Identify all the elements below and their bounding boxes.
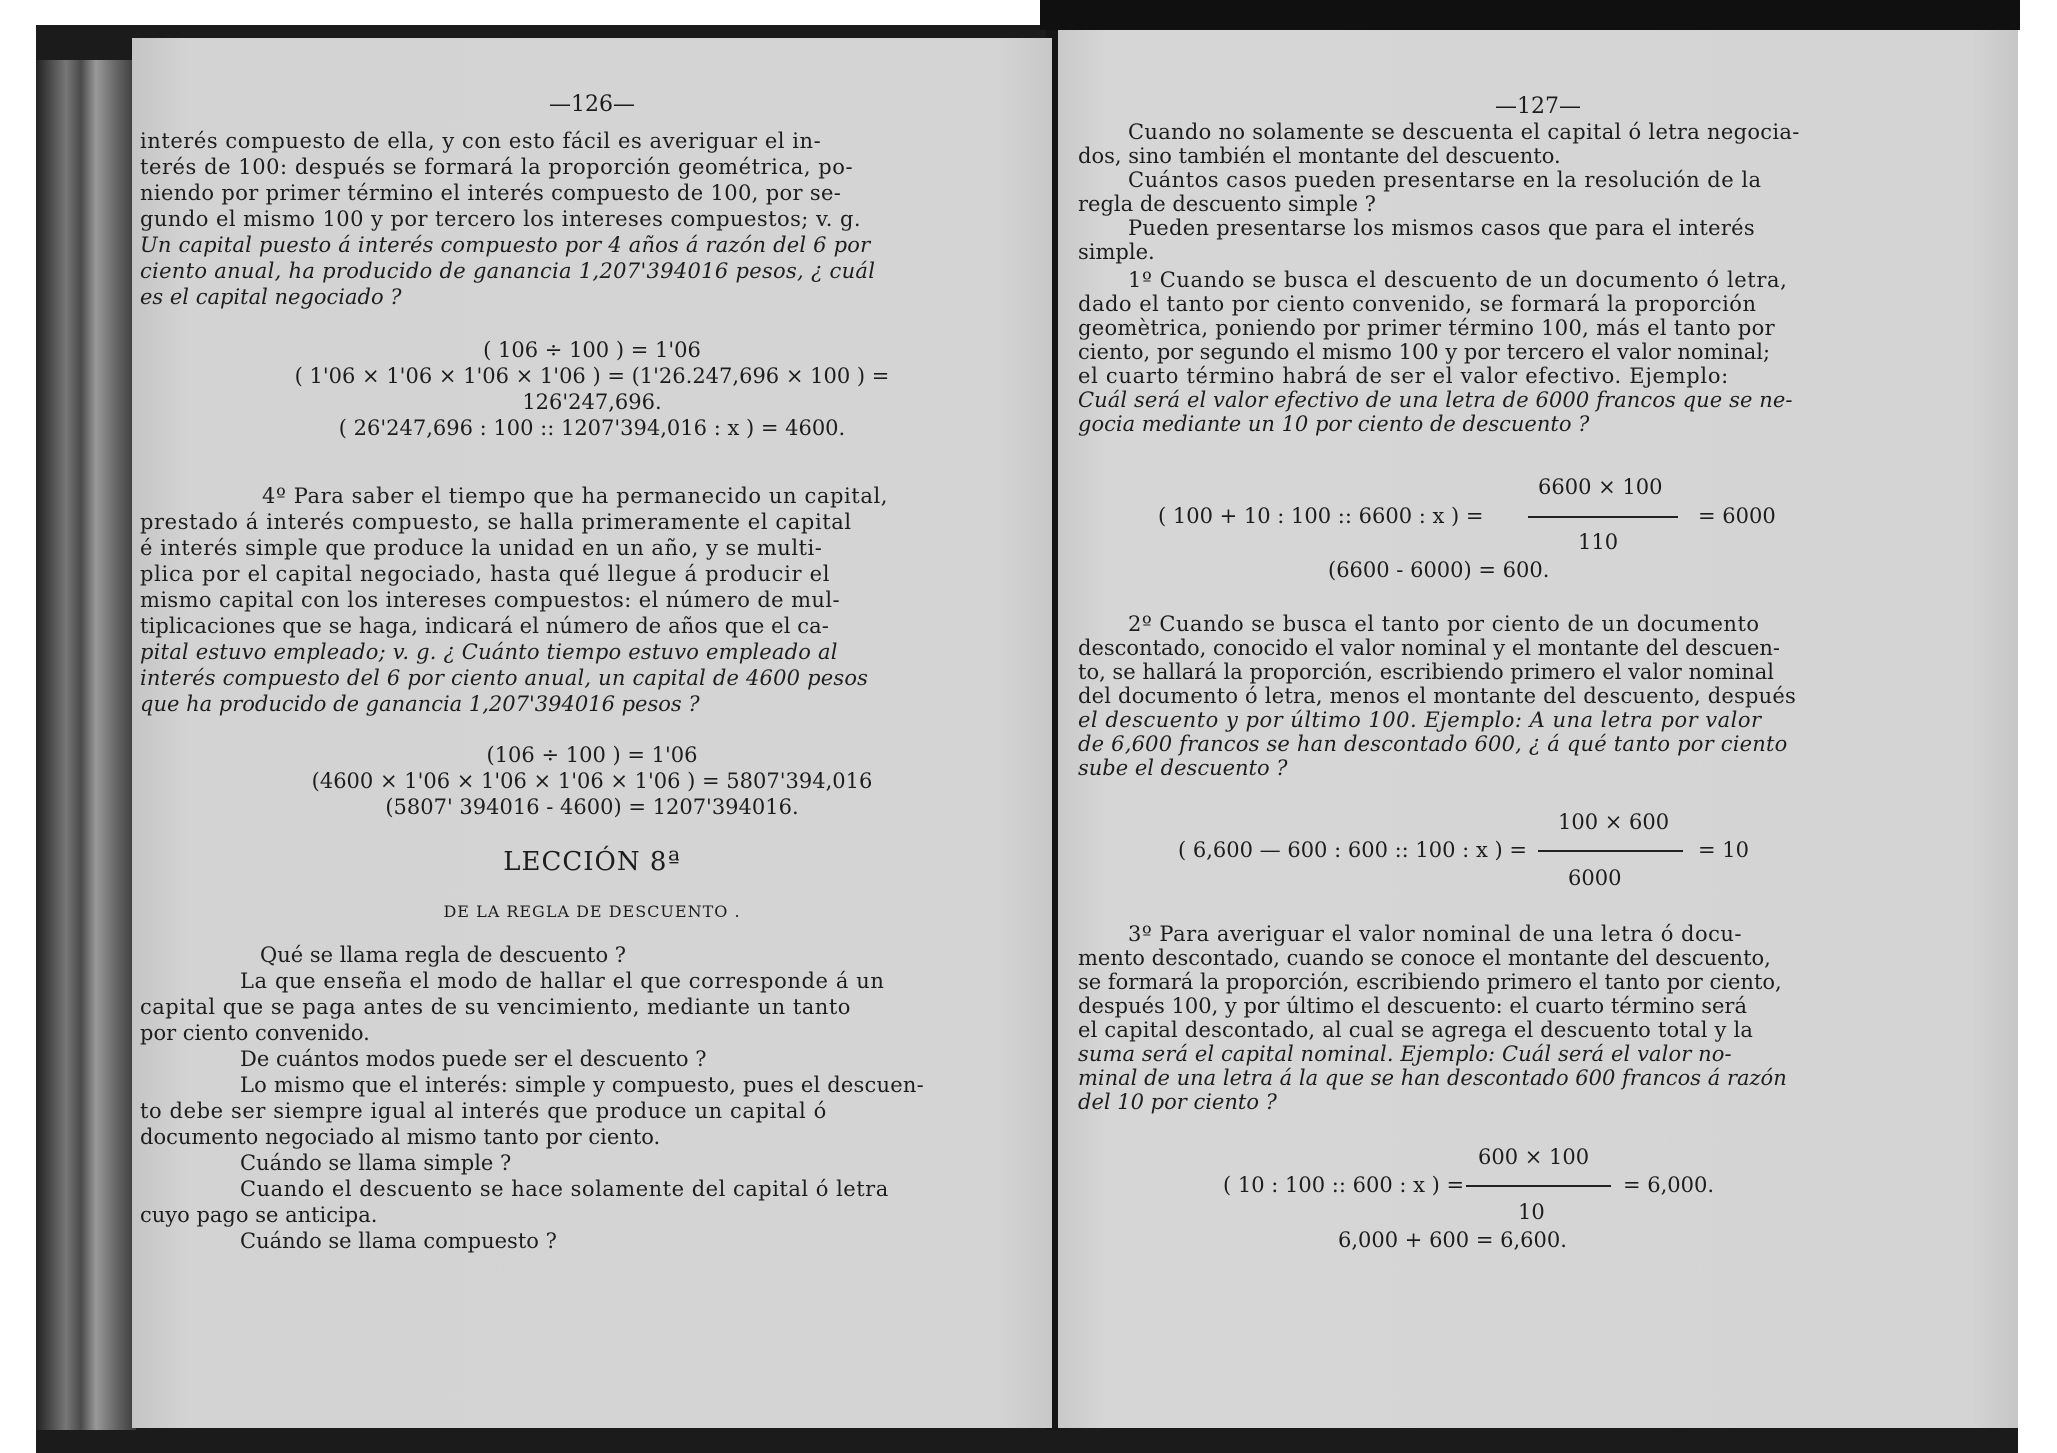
text-line: dado el tanto por ciento convenido, se formará la proporción [1078,292,1757,316]
example-line: Cuál será el valor efectivo de una letra de 6000 francos que se ne- [1078,388,1793,412]
text-line: el descuento y por último 100. Ejemplo: A una letra por valor [1078,708,1762,732]
text-line: to, se hallará la proporción, escribiendo primero el valor nominal [1078,660,1775,684]
text-line: 3º Para averiguar el valor nominal de una letra ó docu- [1128,922,1743,946]
formula-left: ( 100 + 10 : 100 :: 6600 : x ) = [1158,504,1484,528]
text-line: se formará la proporción, escribiendo primero el tanto por ciento, [1078,970,1782,994]
calc-line: ( 106 ÷ 100 ) = 1'06 [483,338,701,362]
example-line: es el capital negociado ? [140,285,402,309]
formula-result: = 6000 [1698,504,1776,528]
formula-result: = 6,000. [1623,1173,1715,1197]
left-page [132,38,1052,1428]
text-line: simple. [1078,240,1155,264]
right-page [1058,30,2018,1428]
page-number: —126— [549,92,635,117]
answer-line: to debe ser siempre igual al interés que produce un capital ó [140,1099,827,1123]
text-line: tiplicaciones que se haga, indicará el número de años que el ca- [140,614,829,638]
text-line: Cuando no solamente se descuenta el capital ó letra negocia- [1128,120,1800,144]
formula-left: ( 10 : 100 :: 600 : x ) = [1223,1173,1465,1197]
answer-line: Lo mismo que el interés: simple y compuesto, pues el descuen- [240,1073,924,1097]
lesson-title: LECCIÓN 8ª [503,847,681,877]
text-line: prestado á interés compuesto, se halla primeramente el capital [140,510,852,534]
text-line: el cuarto término habrá de ser el valor efectivo. Ejemplo: [1078,364,1729,388]
calc-line: ( 1'06 × 1'06 × 1'06 × 1'06 ) = (1'26.247,696 × 100 ) = [294,364,890,388]
question-line: Cuándo se llama simple ? [240,1151,512,1175]
question-line: De cuántos modos puede ser el descuento ? [240,1047,707,1071]
formula-left: ( 6,600 — 600 : 600 :: 100 : x ) = [1178,838,1527,862]
text-line: regla de descuento simple ? [1078,192,1376,216]
fraction-bar [1538,850,1683,852]
example-line: ciento anual, ha producido de ganancia 1,207'394016 pesos, ¿ cuál [140,259,876,283]
formula-numerator: 600 × 100 [1478,1145,1590,1169]
formula-check: (6600 - 6000) = 600. [1328,558,1550,582]
book-binding [36,60,136,1430]
text-line: dos, sino también el montante del descuento. [1078,144,1561,168]
text-line: 1º Cuando se busca el descuento de un documento ó letra, [1128,268,1788,292]
text-line: del documento ó letra, menos el montante del descuento, después [1078,684,1796,708]
text-line: minal de una letra á la que se han descontado 600 francos á razón [1078,1066,1787,1090]
formula-denominator: 110 [1578,530,1619,554]
page-number: —127— [1495,94,1581,119]
fraction-bar [1466,1185,1611,1187]
formula-sum: 6,000 + 600 = 6,600. [1338,1228,1567,1252]
text-line: geomètrica, poniendo por primer término 100, más el tanto por [1078,316,1775,340]
text-line: suma será el capital nominal. Ejemplo: Cuál será el valor no- [1078,1042,1732,1066]
text-line: ciento, por segundo el mismo 100 y por tercero el valor nominal; [1078,340,1771,364]
text-line: terés de 100: después se formará la proporción geométrica, po- [140,155,854,179]
formula-numerator: 100 × 600 [1558,810,1670,834]
formula-result: = 10 [1698,838,1749,862]
text-line: de 6,600 francos se han descontado 600, ¿ á qué tanto por ciento [1078,732,1788,756]
answer-line: La que enseña el modo de hallar el que corresponde á un [240,969,885,993]
calc-line: (5807' 394016 - 4600) = 1207'394016. [385,795,799,819]
calc-line: (106 ÷ 100 ) = 1'06 [486,743,698,767]
answer-line: capital que se paga antes de su vencimiento, mediante un tanto [140,995,851,1019]
text-line: pital estuvo empleado; v. g. ¿ Cuánto tiempo estuvo empleado al [140,640,838,664]
text-line: Pueden presentarse los mismos casos que para el interés [1128,216,1755,240]
text-line: plica por el capital negociado, hasta qué llegue á producir el [140,562,831,586]
answer-line: por ciento convenido. [140,1021,370,1045]
text-line: mento descontado, cuando se conoce el montante del descuento, [1078,946,1771,970]
example-line: gocia mediante un 10 por ciento de descuento ? [1078,412,1590,436]
text-line: el capital descontado, al cual se agrega el descuento total y la [1078,1018,1754,1042]
text-line: niendo por primer término el interés compuesto de 100, por se- [140,181,842,205]
text-line: interés compuesto del 6 por ciento anual, un capital de 4600 pesos [140,666,869,690]
text-line: Cuántos casos pueden presentarse en la resolución de la [1128,168,1762,192]
scan-top-edge [1040,0,2020,30]
text-line: sube el descuento ? [1078,756,1288,780]
text-line: que ha producido de ganancia 1,207'394016 pesos ? [140,692,700,716]
text-line: descontado, conocido el valor nominal y el montante del descuen- [1078,636,1781,660]
text-line: después 100, y por último el descuento: el cuarto término será [1078,994,1747,1018]
formula-denominator: 6000 [1568,866,1622,890]
formula-denominator: 10 [1518,1200,1545,1224]
answer-line: documento negociado al mismo tanto por ciento. [140,1125,661,1149]
answer-line: Cuando el descuento se hace solamente del capital ó letra [240,1177,889,1201]
answer-line: cuyo pago se anticipa. [140,1203,378,1227]
fraction-bar [1528,516,1678,518]
text-line: gundo el mismo 100 y por tercero los intereses compuestos; v. g. [140,207,862,231]
text-line: del 10 por ciento ? [1078,1090,1277,1114]
question-line: Cuándo se llama compuesto ? [240,1229,557,1253]
calc-line: (4600 × 1'06 × 1'06 × 1'06 × 1'06 ) = 5807'394,016 [311,769,873,793]
text-line: 2º Cuando se busca el tanto por ciento de un documento [1128,612,1760,636]
text-line: mismo capital con los intereses compuestos: el número de mul- [140,588,840,612]
question-line: Qué se llama regla de descuento ? [260,943,627,967]
calc-line: ( 26'247,696 : 100 :: 1207'394,016 : x ) = 4600. [338,416,846,440]
example-line: Un capital puesto á interés compuesto por 4 años á razón del 6 por [140,233,871,257]
text-line: é interés simple que produce la unidad en un año, y se multi- [140,536,823,560]
calc-line: 126'247,696. [522,390,662,414]
text-line: interés compuesto de ella, y con esto fácil es averiguar el in- [140,129,822,153]
lesson-subtitle: DE LA REGLA DE DESCUENTO . [443,902,741,921]
formula-numerator: 6600 × 100 [1538,475,1663,499]
text-line: 4º Para saber el tiempo que ha permanecido un capital, [262,484,889,508]
